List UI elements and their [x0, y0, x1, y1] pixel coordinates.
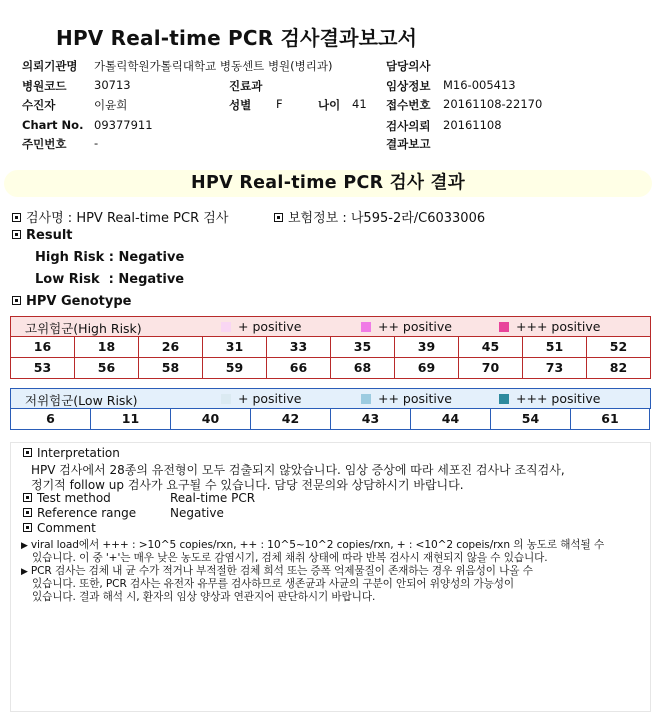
doctor-label: 담당의사 [386, 59, 431, 73]
low-risk-row [10, 409, 651, 430]
clinical-info-value: M16-005413 [443, 78, 516, 92]
low-risk-result: Low Risk : Negative [35, 272, 185, 287]
test-method-label: Test method [37, 491, 111, 505]
legend-label: + positive [238, 391, 302, 406]
legend-swatch [499, 322, 509, 332]
triangle-bullet-icon: ▶ [21, 541, 28, 551]
legend-swatch [221, 394, 231, 404]
chart-label: Chart No. [22, 118, 84, 132]
triangle-bullet-icon: ▶ [21, 567, 28, 577]
comment-text: viral load에서 +++ : >10^5 copies/rxn, ++ : 10^5~10^2 copies/rxn, + : <10^2 copeis/rxn 의 농도로 해석될 수 [30, 539, 605, 551]
high-risk-row-2 [10, 358, 651, 379]
insurance-line [274, 207, 485, 226]
request-date-value: 20161108 [443, 118, 502, 132]
chart-value: 09377911 [94, 118, 153, 132]
low-risk-label: 저위험군(Low Risk) [25, 393, 138, 408]
genotype-cell: 45 [459, 337, 523, 358]
genotype-cell: 59 [203, 358, 267, 379]
reference-value: Negative [170, 506, 224, 520]
legend-label: + positive [238, 319, 302, 334]
age-value: 41 [352, 97, 367, 111]
comment-line-4: 있습니다. 또한, PCR 검사는 유전자 유무를 검사하므로 생존균과 사균의 구분이 안되어 위양성의 가능성이 [32, 578, 515, 590]
checkbox-icon [23, 523, 32, 532]
genotype-cell: 16 [11, 337, 75, 358]
legend-item [221, 391, 301, 406]
genotype-cell: 51 [523, 337, 587, 358]
checkbox-icon [23, 508, 32, 517]
checkbox-icon [12, 230, 21, 239]
high-risk-row-1 [10, 337, 651, 358]
interpretation-line-1: HPV 검사에서 28종의 유전형이 모두 검출되지 않았습니다. 임상 증상에 따라 세포진 검사나 조직검사, [31, 463, 565, 477]
high-risk-result: High Risk : Negative [35, 250, 185, 265]
legend-label: ++ positive [378, 319, 452, 334]
gender-value: F [276, 97, 283, 111]
genotype-cell: 82 [587, 358, 651, 379]
genotype-cell: 70 [459, 358, 523, 379]
resident-label: 주민번호 [22, 137, 67, 151]
legend-label: ++ positive [378, 391, 452, 406]
legend-item [361, 319, 452, 334]
genotype-cell: 40 [171, 409, 251, 430]
checkbox-icon [12, 296, 21, 305]
genotype-cell: 54 [491, 409, 571, 430]
legend-label: +++ positive [516, 319, 601, 334]
genotype-cell: 66 [267, 358, 331, 379]
receipt-label: 접수번호 [386, 98, 431, 112]
institution-label: 의뢰기관명 [22, 59, 78, 73]
test-name-line [12, 207, 228, 226]
high-risk-header [10, 316, 651, 337]
legend-swatch [499, 394, 509, 404]
interpretation-heading: Interpretation [37, 446, 120, 460]
genotype-cell: 61 [571, 409, 650, 430]
genotype-cell: 39 [395, 337, 459, 358]
reference-label: Reference range [37, 506, 137, 520]
genotype-cell: 42 [251, 409, 331, 430]
legend-swatch [361, 322, 371, 332]
genotype-cell: 52 [587, 337, 651, 358]
genotype-cell: 26 [139, 337, 203, 358]
legend-item [499, 319, 600, 334]
genotype-cell: 69 [395, 358, 459, 379]
comment-line-2: 있습니다. 이 중 '+'는 매우 낮은 농도로 감염시기, 검체 채취 상태에 따라 반복 검사시 재현되지 않을 수 있습니다. [32, 552, 548, 564]
legend-swatch [221, 322, 231, 332]
result-heading: Result [26, 228, 73, 243]
genotype-cell: 35 [331, 337, 395, 358]
banner-title: HPV Real-time PCR 검사 결과 [191, 173, 465, 193]
report-title: HPV Real-time PCR 검사결과보고서 [56, 26, 418, 50]
comment-heading: Comment [37, 521, 96, 535]
genotype-cell: 6 [11, 409, 91, 430]
hospital-code-value: 30713 [94, 78, 131, 92]
receipt-value: 20161108-22170 [443, 97, 543, 111]
interpretation-box [10, 442, 651, 712]
genotype-cell: 31 [203, 337, 267, 358]
test-method-line [23, 491, 111, 505]
test-method-value: Real-time PCR [170, 491, 256, 505]
patient-label: 수진자 [22, 98, 56, 112]
low-risk-table [10, 388, 651, 430]
checkbox-icon [23, 448, 32, 457]
genotype-cell: 53 [11, 358, 75, 379]
resident-value: - [94, 136, 99, 150]
insurance-info: 보험정보 : 나595-2라/C6033006 [288, 211, 486, 226]
test-name: 검사명 : HPV Real-time PCR 검사 [26, 211, 229, 226]
checkbox-icon [12, 213, 21, 222]
comment-heading-line [23, 521, 96, 535]
clinical-info-label: 임상정보 [386, 79, 431, 93]
comment-text: PCR 검사는 검체 내 균 수가 적거나 부적절한 검체 희석 또는 증폭 억제물질이 존재하는 경우 위음성이 나올 수 [30, 565, 533, 577]
legend-item [361, 391, 452, 406]
genotype-cell: 58 [139, 358, 203, 379]
interpretation-line-2: 정기적 follow up 검사가 요구될 수 있습니다. 담당 전문의와 상담하시기 바랍니다. [31, 478, 464, 492]
gender-label: 성별 [229, 98, 252, 112]
genotype-cell: 56 [75, 358, 139, 379]
age-label: 나이 [318, 98, 341, 112]
legend-label: +++ positive [516, 391, 601, 406]
patient-value: 이윤희 [94, 98, 128, 112]
department-label: 진료과 [229, 79, 263, 93]
checkbox-icon [274, 213, 283, 222]
genotype-cell: 68 [331, 358, 395, 379]
legend-item [221, 319, 301, 334]
genotype-cell: 73 [523, 358, 587, 379]
interpretation-heading-line [23, 446, 120, 460]
high-risk-table [10, 316, 651, 379]
result-report-label: 결과보고 [386, 137, 431, 151]
institution-value: 가톨릭학원가톨릭대학교 병동센트 병원(병리과) [94, 59, 333, 73]
result-heading-line [12, 228, 73, 243]
legend-swatch [361, 394, 371, 404]
checkbox-icon [23, 493, 32, 502]
genotype-cell: 43 [331, 409, 411, 430]
genotype-cell: 18 [75, 337, 139, 358]
genotype-heading: HPV Genotype [26, 294, 132, 309]
genotype-cell: 11 [91, 409, 171, 430]
request-date-label: 검사의뢰 [386, 119, 431, 133]
reference-line [23, 506, 136, 520]
genotype-cell: 33 [267, 337, 331, 358]
legend-item [499, 391, 600, 406]
result-banner [4, 170, 652, 197]
genotype-cell: 44 [411, 409, 491, 430]
high-risk-label: 고위험군(High Risk) [25, 321, 142, 336]
low-risk-header [10, 388, 651, 409]
comment-line-5: 있습니다. 결과 해석 시, 환자의 임상 양상과 연관지어 판단하시기 바랍니다. [32, 591, 376, 603]
hospital-code-label: 병원코드 [22, 79, 67, 93]
genotype-heading-line [12, 294, 131, 309]
